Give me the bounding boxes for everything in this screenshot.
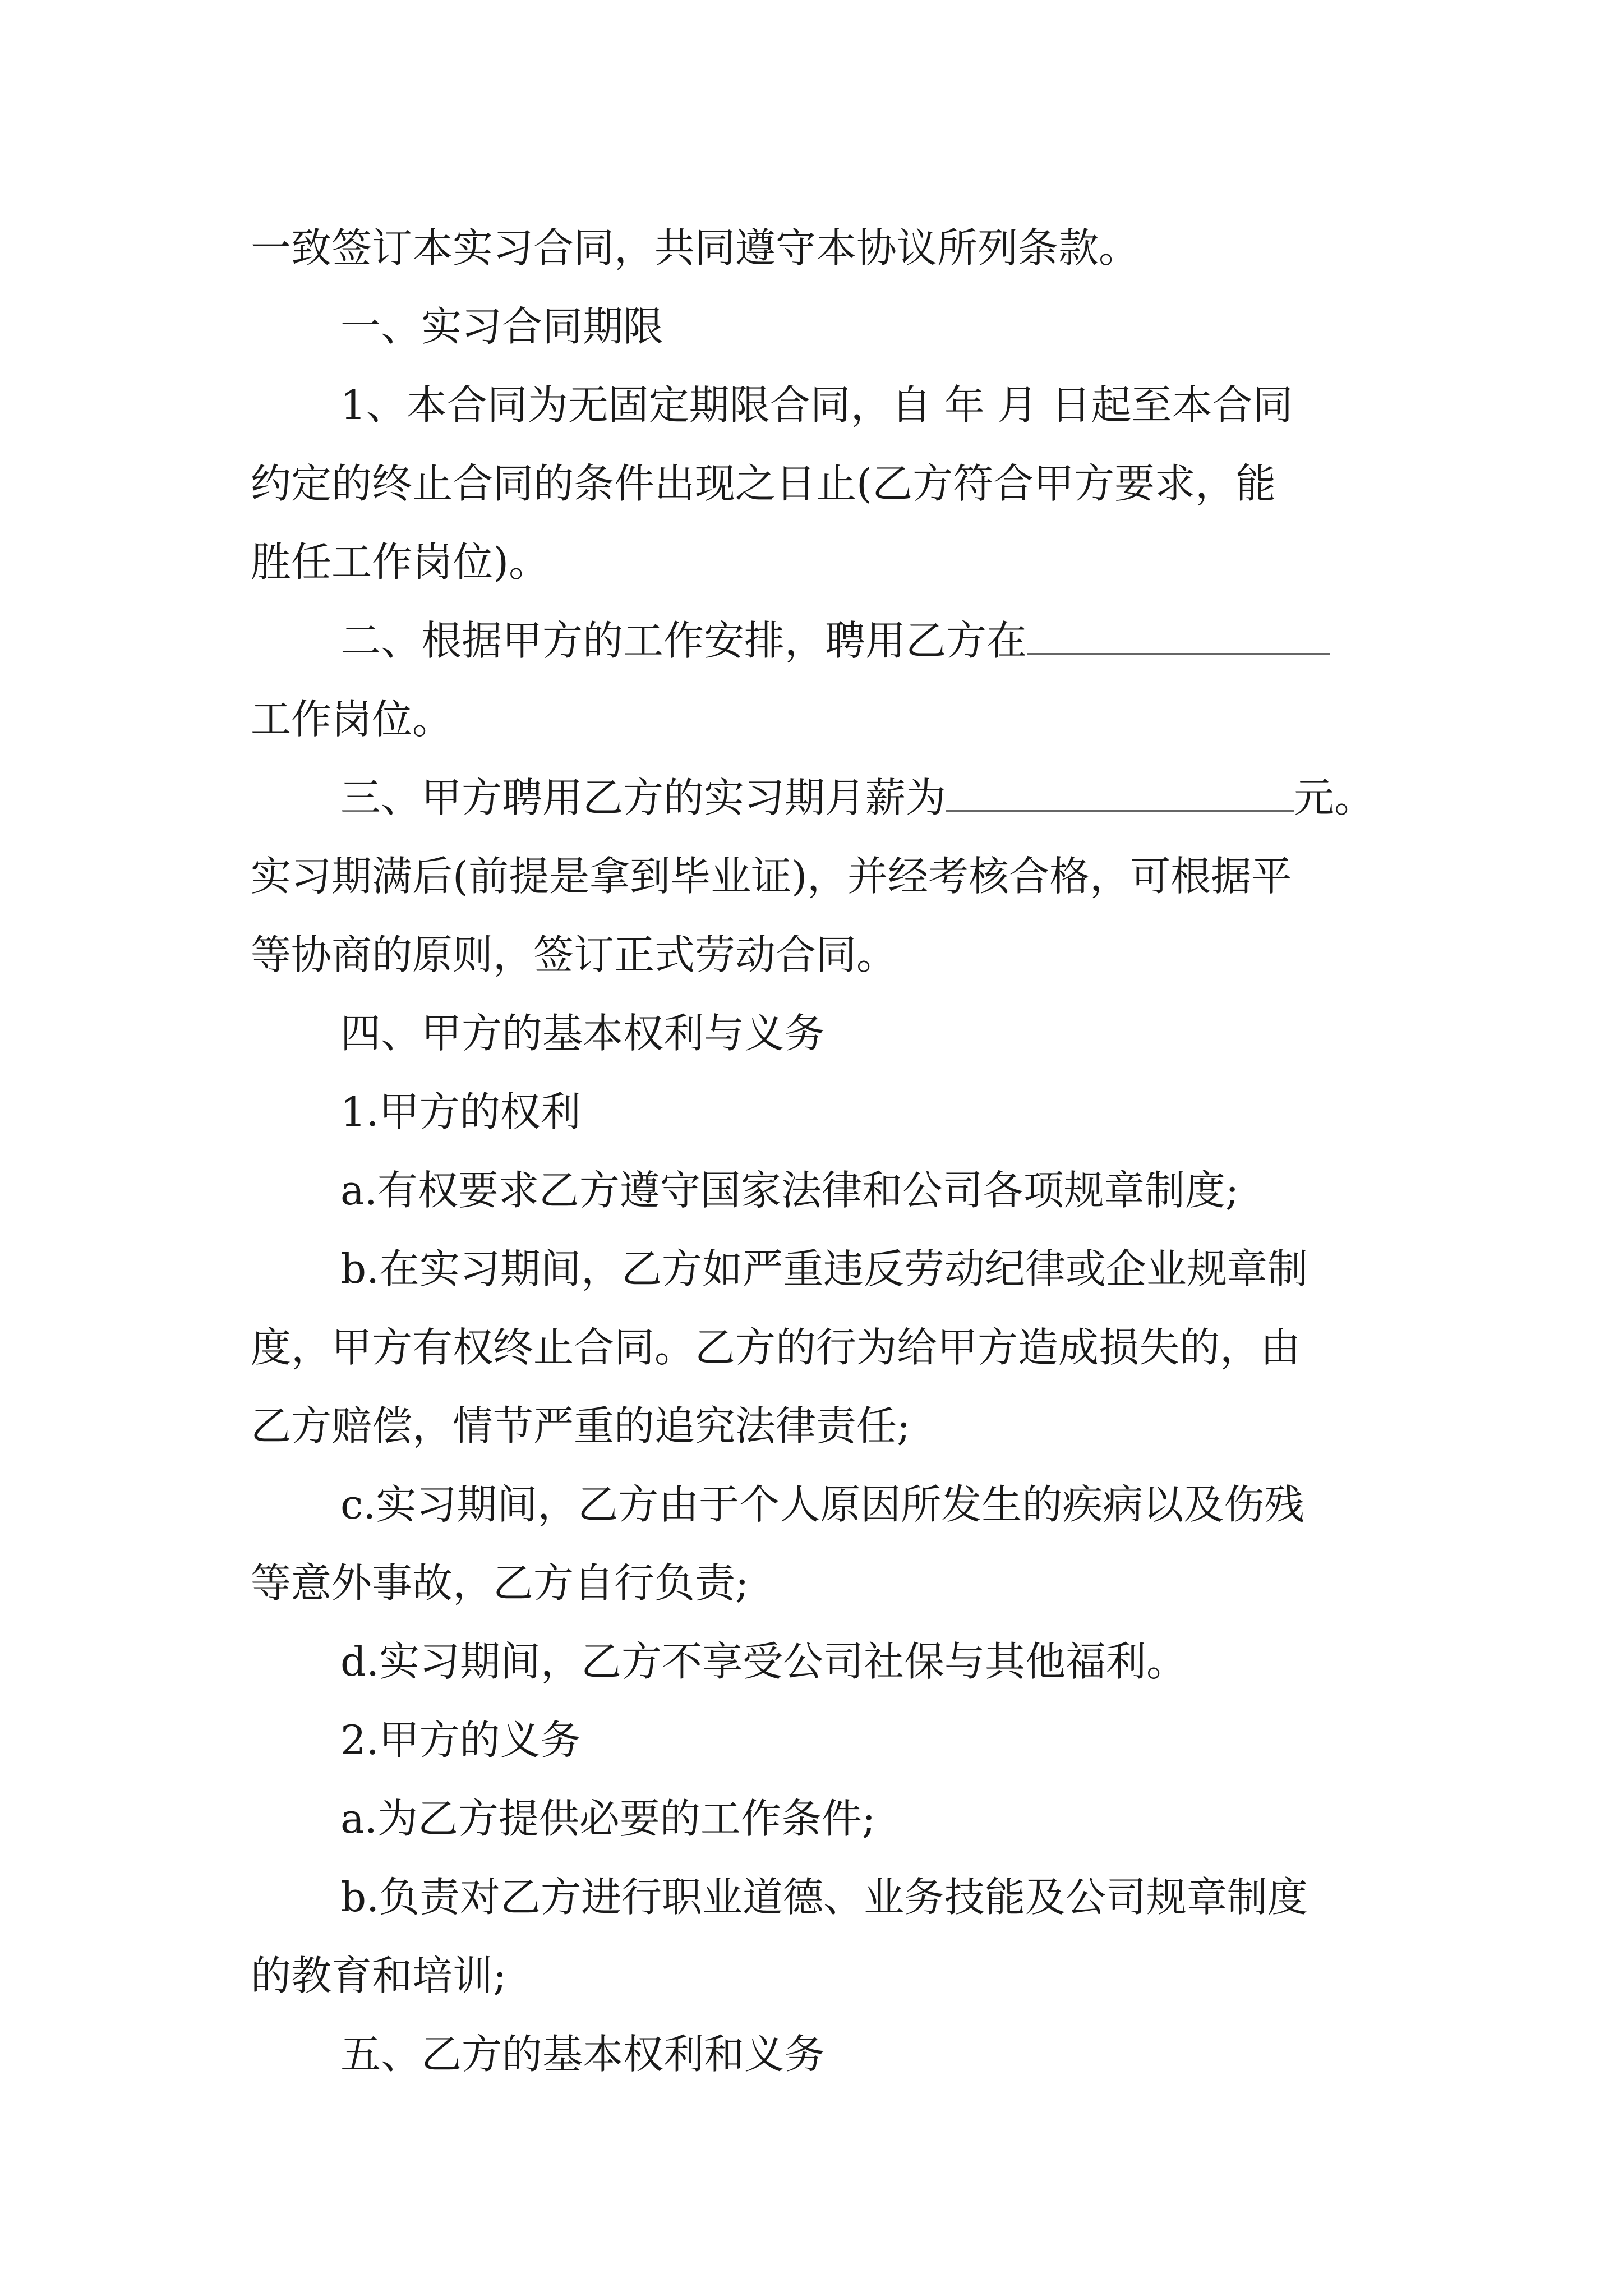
document-body bbox=[251, 209, 1381, 2093]
text-line: 胜任工作岗位)。 bbox=[251, 539, 550, 586]
section-heading-party-a: 四、甲方的基本权利与义务 bbox=[340, 1010, 826, 1057]
text-line: 等协商的原则，签订正式劳动合同。 bbox=[251, 931, 897, 978]
subsection-heading: 2.甲方的义务 bbox=[340, 1717, 581, 1764]
text-line bbox=[251, 601, 1381, 680]
text-line: 约定的终止合同的条件出现之日止(乙方符合甲方要求，能 bbox=[251, 460, 1276, 507]
text-line: 一致签订本实习合同，共同遵守本协议所列条款。 bbox=[251, 224, 1140, 272]
text-line: 等意外事故，乙方自行负责; bbox=[251, 1559, 749, 1607]
text-line: 的教育和培训; bbox=[251, 1952, 507, 1999]
position-clause: 二、根据甲方的工作安排，聘用乙方在 bbox=[340, 617, 1027, 664]
list-item: a.为乙方提供必要的工作条件; bbox=[340, 1795, 876, 1842]
list-item: b.在实习期间，乙方如严重违反劳动纪律或企业规章制 bbox=[340, 1245, 1308, 1292]
text-line: 实习期满后(前提是拿到毕业证)，并经考核合格，可根据平 bbox=[251, 853, 1292, 900]
text-line: 度，甲方有权终止合同。乙方的行为给甲方造成损失的，由 bbox=[251, 1324, 1301, 1371]
position-blank-field bbox=[1027, 609, 1330, 655]
salary-clause: 三、甲方聘用乙方的实习期月薪为 bbox=[340, 774, 947, 821]
text-line: 1、本合同为无固定期限合同，自 年 月 日起至本合同 bbox=[340, 381, 1293, 429]
text-line: 工作岗位。 bbox=[251, 696, 453, 743]
list-item: d.实习期间，乙方不享受公司社保与其他福利。 bbox=[340, 1638, 1187, 1685]
list-item: a.有权要求乙方遵守国家法律和公司各项规章制度; bbox=[340, 1167, 1239, 1214]
text-line: 乙方赔偿，情节严重的追究法律责任; bbox=[251, 1402, 911, 1450]
text-line bbox=[251, 758, 1381, 837]
list-item: c.实习期间，乙方由于个人原因所发生的疾病以及伤残 bbox=[340, 1481, 1305, 1528]
salary-blank-field bbox=[946, 766, 1294, 812]
section-heading-party-b: 五、乙方的基本权利和义务 bbox=[340, 2031, 826, 2078]
subsection-heading: 1.甲方的权利 bbox=[340, 1088, 581, 1135]
section-heading-term: 一、实习合同期限 bbox=[340, 303, 664, 350]
salary-unit: 元。 bbox=[1294, 774, 1375, 821]
list-item: b.负责对乙方进行职业道德、业务技能及公司规章制度 bbox=[340, 1874, 1308, 1921]
